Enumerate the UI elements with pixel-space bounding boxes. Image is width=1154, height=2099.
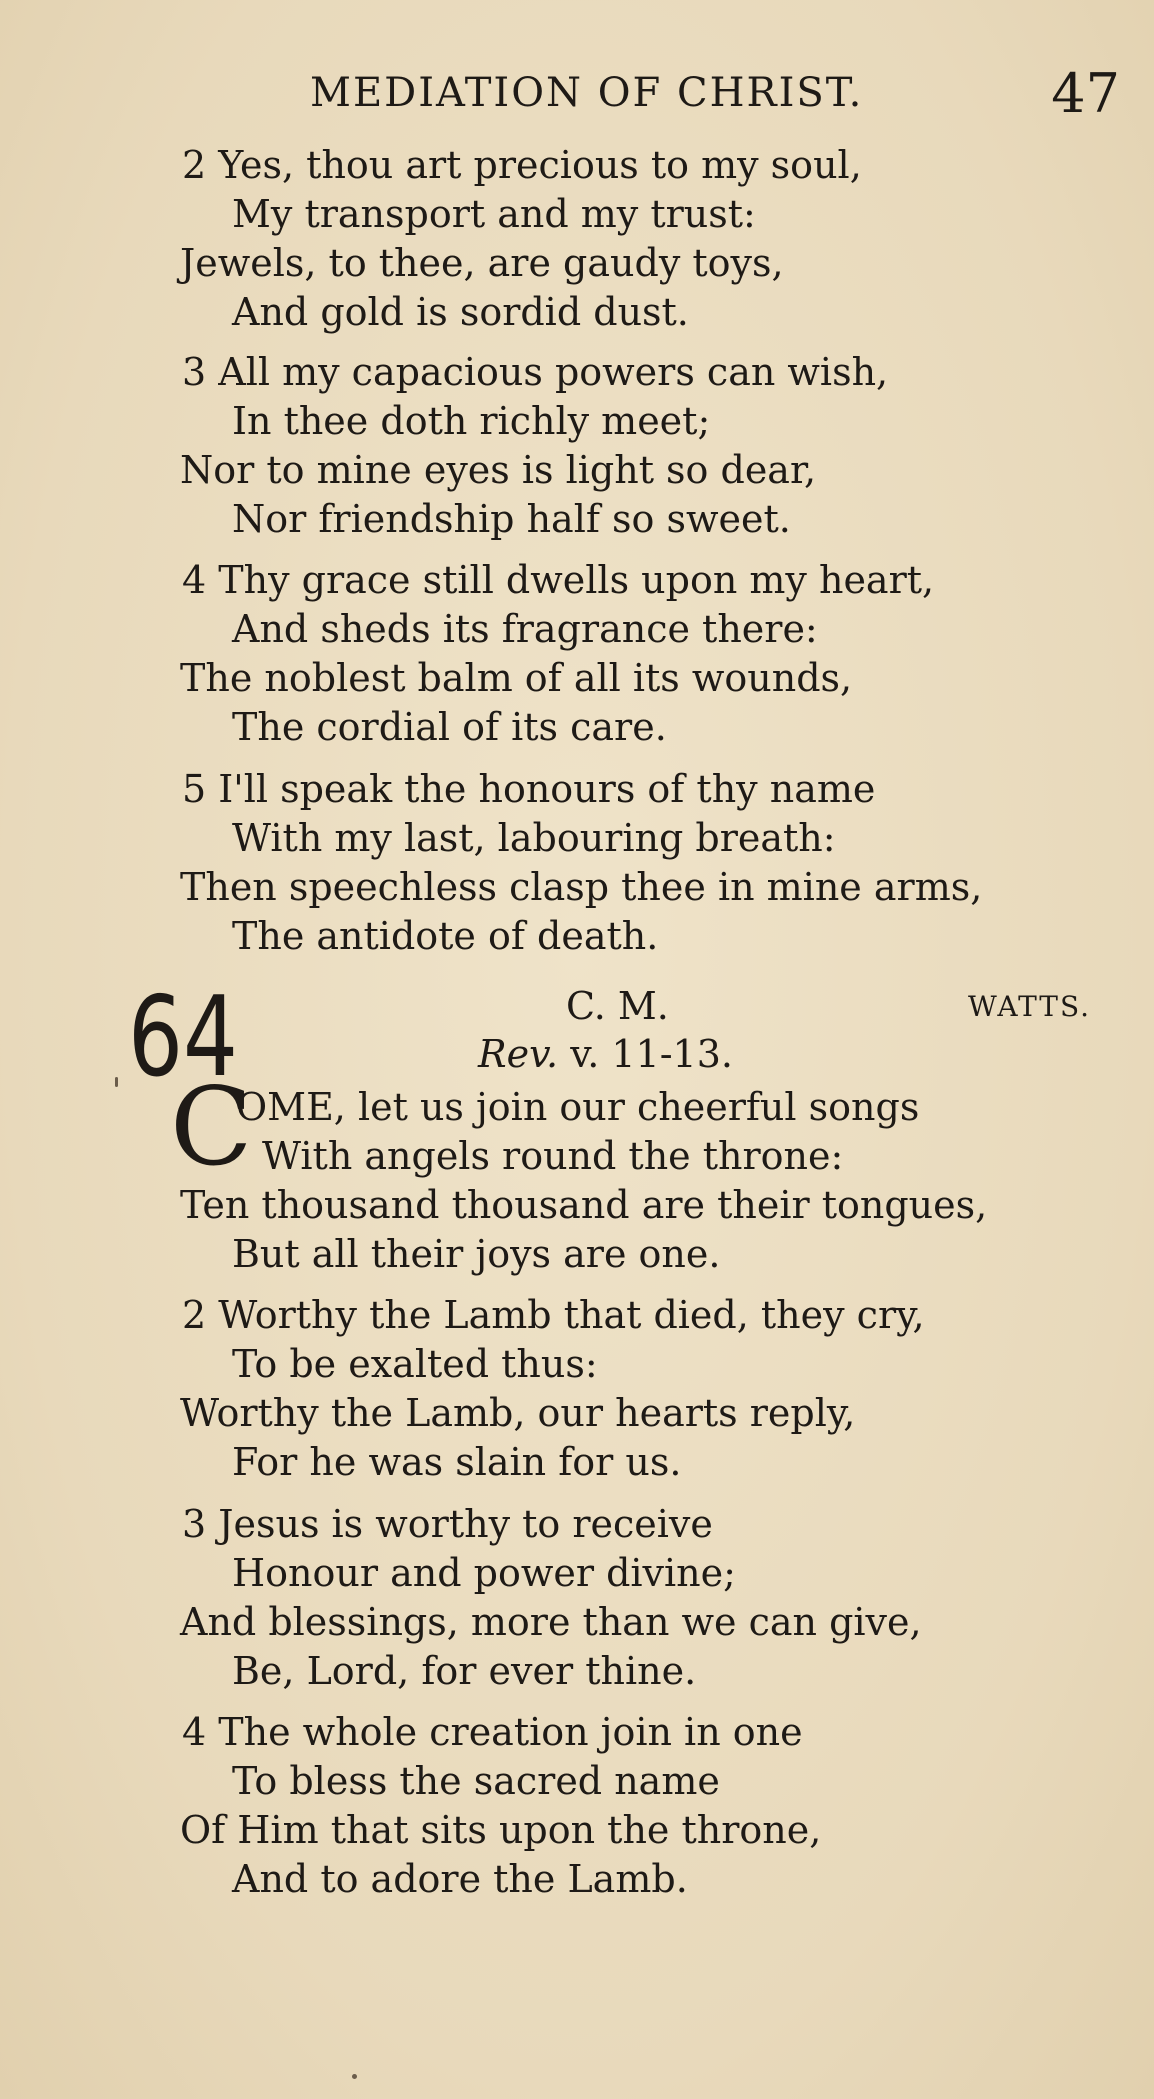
paper-speck <box>115 1077 118 1087</box>
page-number: 47 <box>1051 62 1120 125</box>
hymn-meter: C. M. <box>566 984 669 1028</box>
hymn-author: WATTS. <box>968 990 1092 1023</box>
verse-line: With my last, labouring breath: <box>232 816 836 860</box>
verse-line: Of Him that sits upon the throne, <box>180 1808 822 1852</box>
paper-speck <box>352 2074 357 2079</box>
scripture-book: Rev. <box>478 1032 559 1076</box>
scripture-reference <box>478 1030 733 1078</box>
verse-line: And to adore the Lamb. <box>232 1857 688 1901</box>
running-title: MEDIATION OF CHRIST. <box>310 70 864 116</box>
verse-line: 4 Thy grace still dwells upon my heart, <box>182 558 935 602</box>
verse-line: And gold is sordid dust. <box>232 290 689 334</box>
verse-line: For he was slain for us. <box>232 1440 682 1484</box>
scripture-chapter-verse: v. 11-13. <box>570 1032 733 1076</box>
verse-line: The noblest balm of all its wounds, <box>180 656 853 700</box>
verse-line: Nor friendship half so sweet. <box>232 497 791 541</box>
verse-line: But all their joys are one. <box>232 1232 721 1276</box>
verse-line: The antidote of death. <box>232 914 659 958</box>
verse-line: The cordial of its care. <box>232 705 667 749</box>
verse-line: OME, let us join our cheerful songs <box>236 1085 920 1129</box>
verse-line: 5 I'll speak the honours of thy name <box>182 767 876 811</box>
verse-line: My transport and my trust: <box>232 192 756 236</box>
verse-line: Be, Lord, for ever thine. <box>232 1649 697 1693</box>
verse-line: In thee doth richly meet; <box>232 399 711 443</box>
verse-line: 2 Worthy the Lamb that died, they cry, <box>182 1293 925 1337</box>
verse-line: With angels round the throne: <box>262 1134 844 1178</box>
drop-cap: C <box>170 1065 253 1190</box>
page-header <box>310 62 1120 125</box>
verse-line: Worthy the Lamb, our hearts reply, <box>180 1391 856 1435</box>
verse-line: To be exalted thus: <box>232 1342 598 1386</box>
verse-line: Jewels, to thee, are gaudy toys, <box>180 241 784 285</box>
verse-line: Ten thousand thousand are their tongues, <box>180 1183 988 1227</box>
verse-line: Then speechless clasp thee in mine arms, <box>180 865 983 909</box>
verse-line: 3 All my capacious powers can wish, <box>182 350 889 394</box>
verse-line: 2 Yes, thou art precious to my soul, <box>182 143 862 187</box>
verse-line: 4 The whole creation join in one <box>182 1710 803 1754</box>
verse-line: Nor to mine eyes is light so dear, <box>180 448 817 492</box>
verse-line: Honour and power divine; <box>232 1551 736 1595</box>
hymn-number: 64 <box>128 972 238 1102</box>
verse-line: To bless the sacred name <box>232 1759 720 1803</box>
verse-line: And sheds its fragrance there: <box>232 607 818 651</box>
verse-line: 3 Jesus is worthy to receive <box>182 1502 713 1546</box>
verse-line: And blessings, more than we can give, <box>180 1600 922 1644</box>
